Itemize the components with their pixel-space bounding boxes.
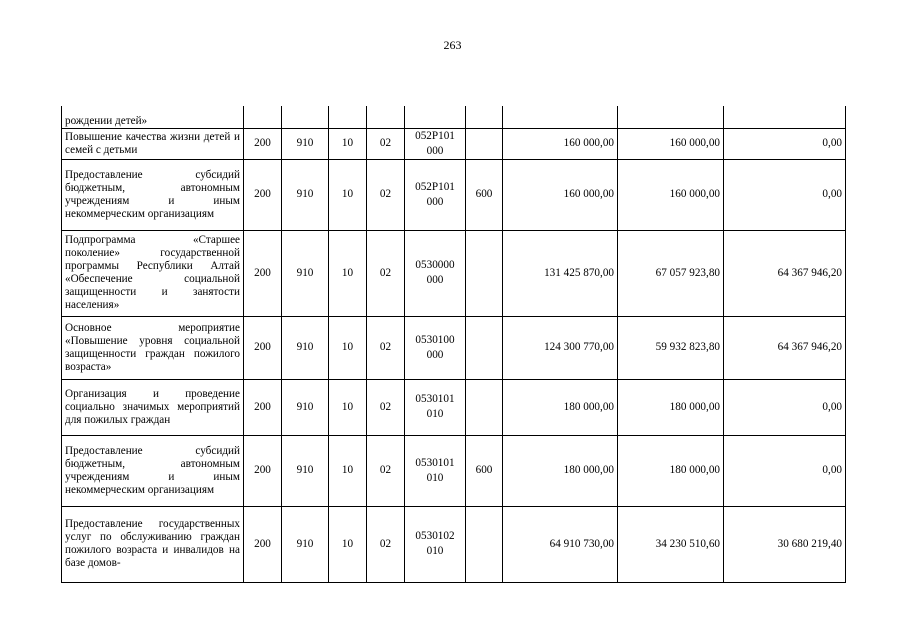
cell-amount-2: 180 000,00	[618, 379, 724, 435]
cell-amount-3: 0,00	[724, 435, 846, 506]
cell-subsection: 02	[367, 379, 405, 435]
cell-section: 10	[329, 435, 367, 506]
cell-section: 10	[329, 230, 367, 316]
cell-admin	[244, 106, 282, 128]
target-code-line-2: 000	[426, 195, 444, 208]
cell-subsection: 02	[367, 128, 405, 159]
cell-ministry	[282, 106, 329, 128]
cell-admin: 200	[244, 379, 282, 435]
table-body	[62, 106, 846, 582]
cell-expense-type	[466, 316, 503, 379]
page-number: 263	[443, 38, 462, 52]
cell-amount-1: 124 300 770,00	[503, 316, 618, 379]
budget-table	[61, 106, 846, 583]
cell-target-code	[405, 506, 466, 582]
target-code-line-2: 000	[426, 274, 444, 286]
cell-amount-2: 59 932 823,80	[618, 316, 724, 379]
table-row	[62, 230, 846, 316]
cell-ministry: 910	[282, 316, 329, 379]
cell-amount-3: 64 367 946,20	[724, 316, 846, 379]
cell-name: Основное мероприятие «Повышение уровня социальной защищенности граждан пожилого возраста»	[62, 316, 244, 379]
cell-amount-2: 160 000,00	[618, 128, 724, 159]
table-row	[62, 379, 846, 435]
cell-admin: 200	[244, 506, 282, 582]
cell-subsection: 02	[367, 230, 405, 316]
cell-target-code	[405, 230, 466, 316]
cell-amount-3: 30 680 219,40	[724, 506, 846, 582]
cell-ministry: 910	[282, 379, 329, 435]
target-code-line-2: 000	[426, 144, 444, 157]
cell-expense-type: 600	[466, 159, 503, 230]
cell-subsection: 02	[367, 506, 405, 582]
cell-section: 10	[329, 379, 367, 435]
table-row	[62, 506, 846, 582]
target-code-line-2: 010	[426, 408, 444, 420]
cell-amount-3: 0,00	[724, 159, 846, 230]
cell-ministry: 910	[282, 230, 329, 316]
cell-expense-type	[466, 379, 503, 435]
table-row	[62, 435, 846, 506]
cell-target-code	[405, 316, 466, 379]
target-code-line-1: 052P101	[415, 180, 455, 193]
cell-admin: 200	[244, 316, 282, 379]
cell-admin: 200	[244, 435, 282, 506]
cell-amount-1: 180 000,00	[503, 379, 618, 435]
cell-admin: 200	[244, 128, 282, 159]
target-code-line-2: 010	[426, 545, 444, 557]
cell-amount-1	[503, 106, 618, 128]
cell-name: Организация и проведение социально значимых мероприятий для пожилых граждан	[62, 379, 244, 435]
cell-name: Предоставление государственных услуг по обслуживанию граждан пожилого возраста и инвалидов на базе домов-	[62, 506, 244, 582]
cell-subsection: 02	[367, 159, 405, 230]
cell-amount-3: 0,00	[724, 379, 846, 435]
cell-subsection	[367, 106, 405, 128]
target-code-line-1: 0530102	[415, 530, 455, 542]
cell-expense-type	[466, 506, 503, 582]
cell-target-code	[405, 379, 466, 435]
table-row	[62, 106, 846, 128]
cell-amount-1: 160 000,00	[503, 128, 618, 159]
cell-section	[329, 106, 367, 128]
cell-amount-3	[724, 106, 846, 128]
cell-ministry: 910	[282, 506, 329, 582]
cell-admin: 200	[244, 159, 282, 230]
cell-name: Подпрограмма «Старшее поколение» государственной программы Республики Алтай «Обеспечение социальной защищенности и занятости населения»	[62, 230, 244, 316]
target-code-line-1: 0530100	[415, 333, 455, 346]
target-code-line-1: 052P101	[415, 129, 455, 142]
cell-expense-type	[466, 230, 503, 316]
cell-amount-1: 180 000,00	[503, 435, 618, 506]
cell-amount-2	[618, 106, 724, 128]
cell-name: Предоставление субсидий бюджетным, автономным учреждениям и иным некоммерческим организациям	[62, 159, 244, 230]
cell-target-code	[405, 128, 466, 159]
cell-section: 10	[329, 506, 367, 582]
cell-amount-1: 160 000,00	[503, 159, 618, 230]
cell-amount-1: 131 425 870,00	[503, 230, 618, 316]
cell-amount-2: 160 000,00	[618, 159, 724, 230]
table-row	[62, 128, 846, 159]
target-code-line-1: 0530000	[415, 259, 455, 271]
cell-ministry: 910	[282, 435, 329, 506]
cell-subsection: 02	[367, 316, 405, 379]
table-row	[62, 316, 846, 379]
cell-target-code	[405, 435, 466, 506]
cell-ministry: 910	[282, 128, 329, 159]
target-code-line-1: 0530101	[415, 393, 455, 405]
cell-amount-3: 64 367 946,20	[724, 230, 846, 316]
cell-expense-type: 600	[466, 435, 503, 506]
target-code-line-1: 0530101	[415, 456, 455, 469]
cell-section: 10	[329, 159, 367, 230]
cell-name: рождении детей»	[62, 106, 244, 128]
cell-amount-2: 34 230 510,60	[618, 506, 724, 582]
cell-ministry: 910	[282, 159, 329, 230]
cell-expense-type	[466, 106, 503, 128]
cell-amount-3: 0,00	[724, 128, 846, 159]
cell-section: 10	[329, 128, 367, 159]
cell-admin: 200	[244, 230, 282, 316]
target-code-line-2: 000	[426, 348, 444, 361]
cell-target-code	[405, 159, 466, 230]
table-row	[62, 159, 846, 230]
cell-amount-2: 180 000,00	[618, 435, 724, 506]
cell-name: Предоставление субсидий бюджетным, автономным учреждениям и иным некоммерческим организациям	[62, 435, 244, 506]
cell-amount-2: 67 057 923,80	[618, 230, 724, 316]
cell-amount-1: 64 910 730,00	[503, 506, 618, 582]
target-code-line-2: 010	[426, 471, 444, 484]
cell-expense-type	[466, 128, 503, 159]
cell-name: Повышение качества жизни детей и семей с детьми	[62, 128, 244, 159]
cell-subsection: 02	[367, 435, 405, 506]
cell-target-code	[405, 106, 466, 128]
cell-section: 10	[329, 316, 367, 379]
